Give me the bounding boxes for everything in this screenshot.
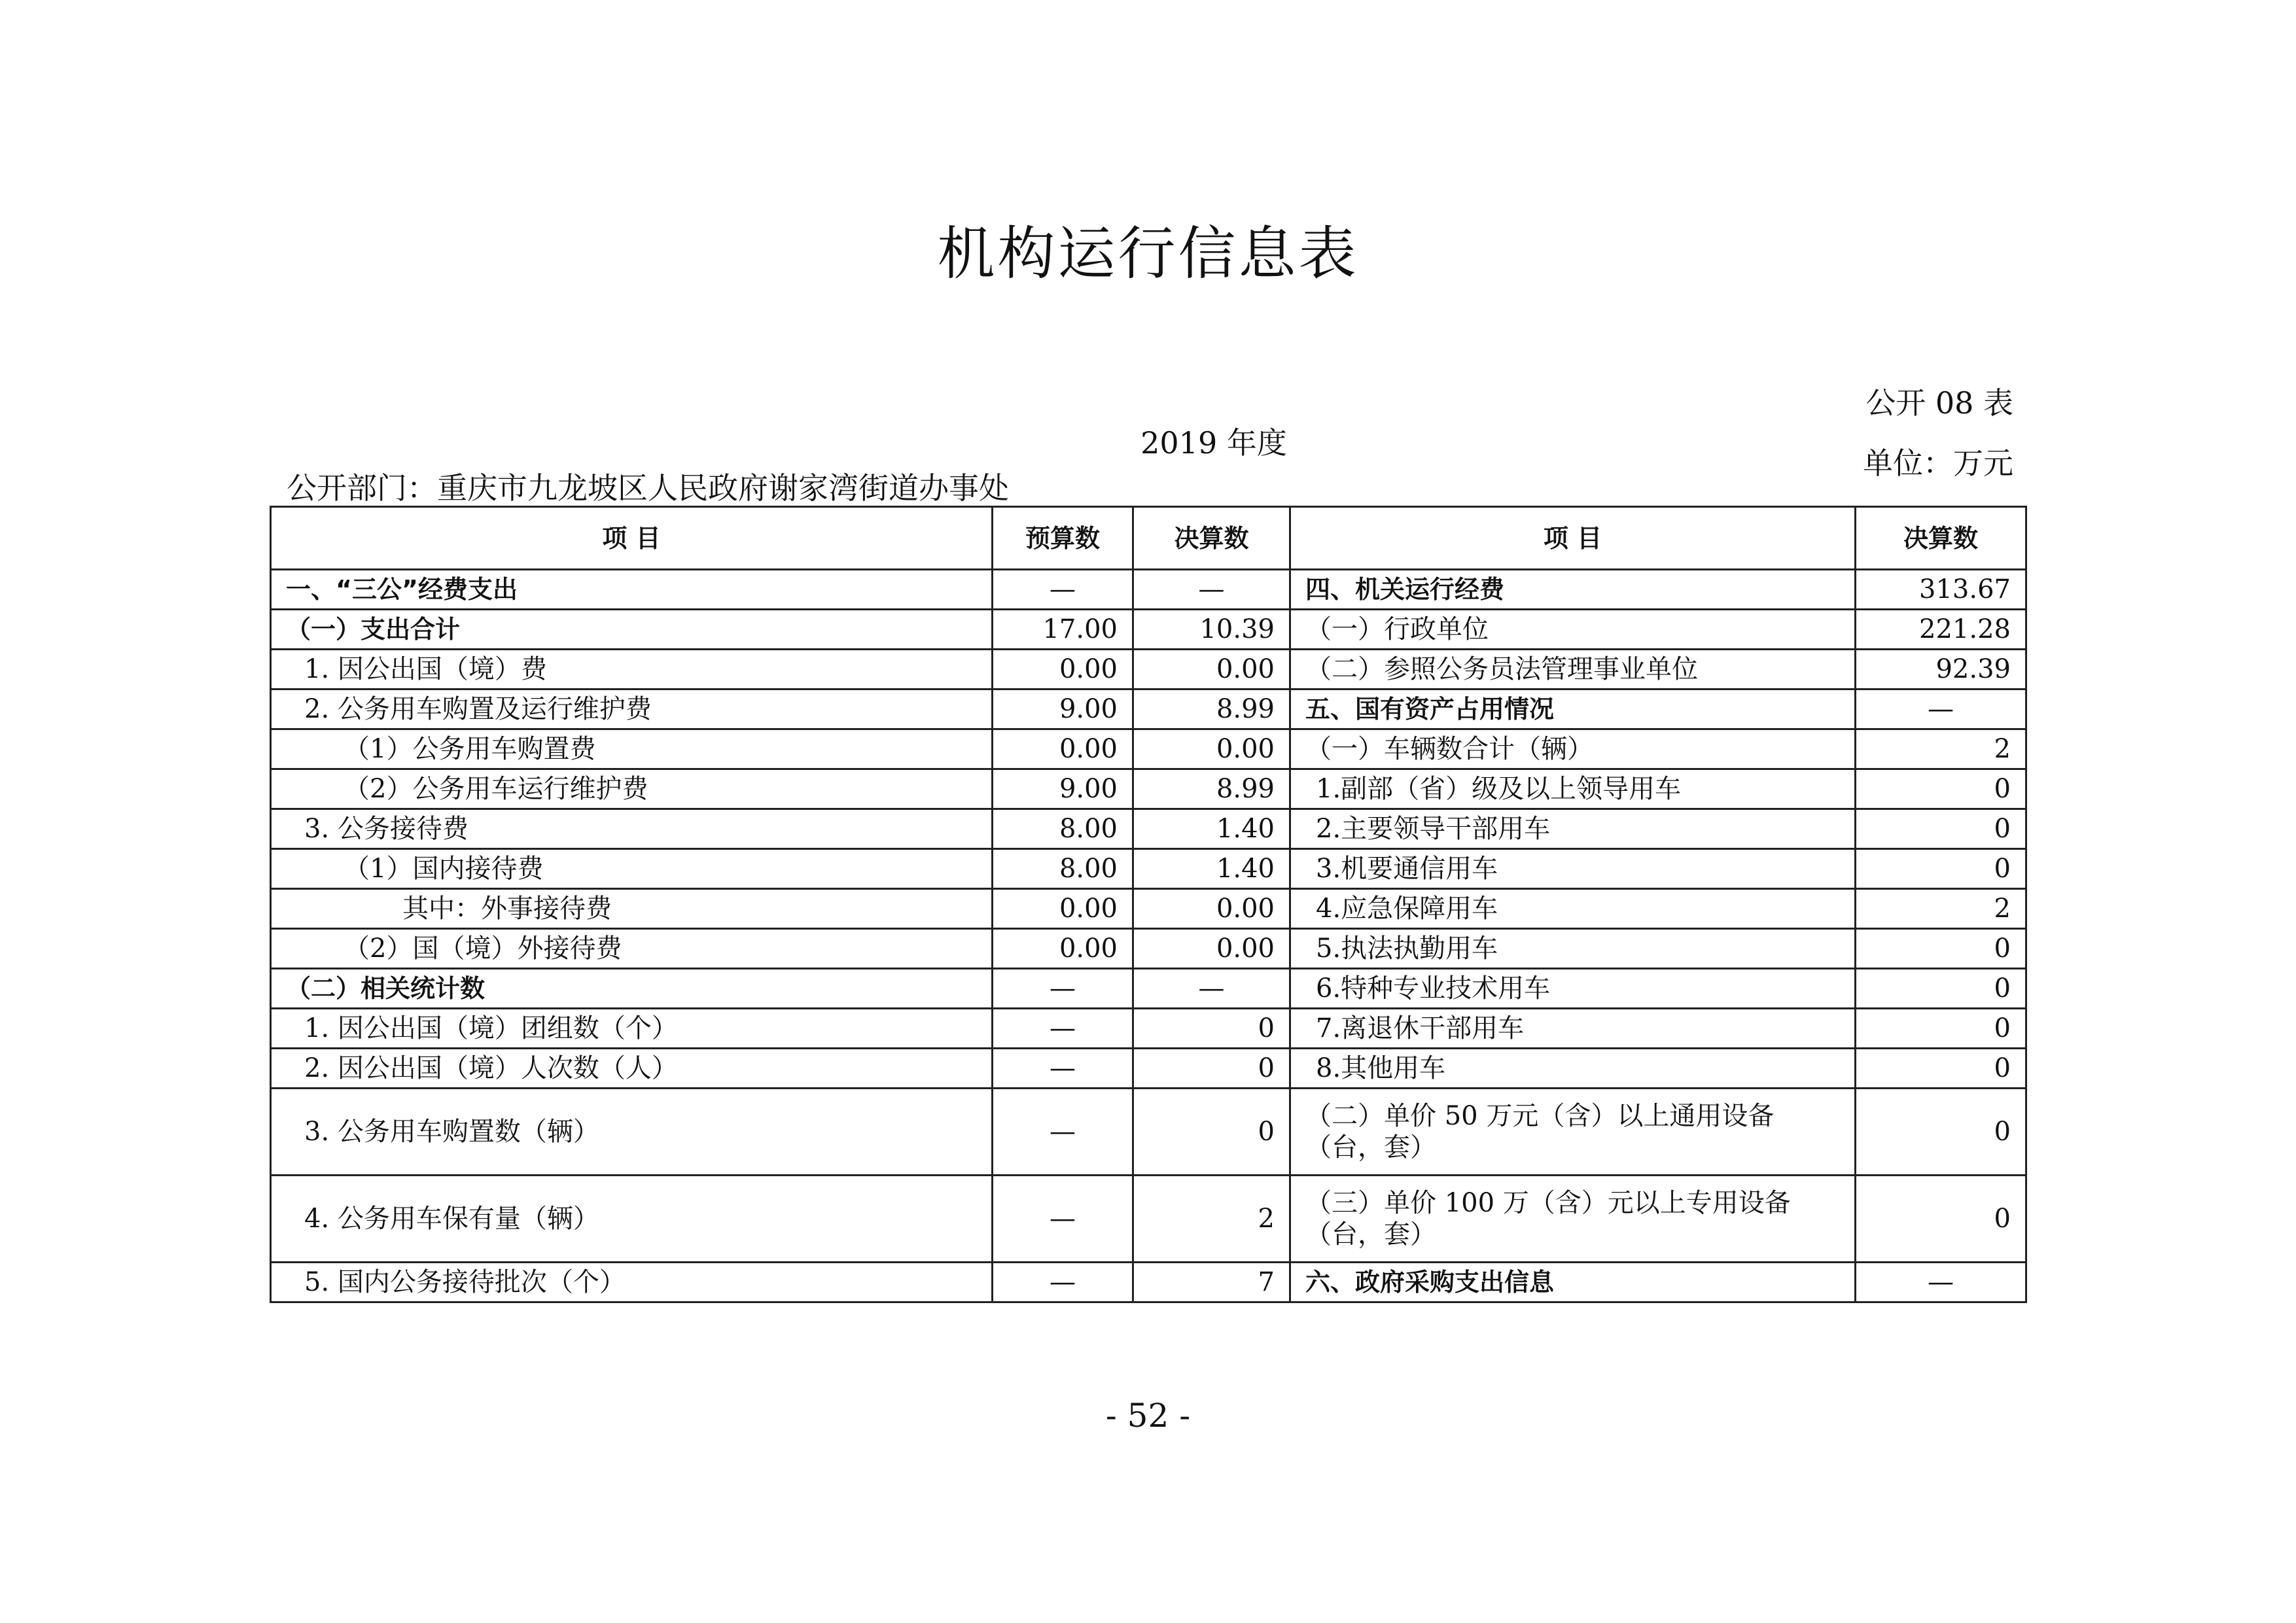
table-row [271,610,2026,650]
final-value-left: 0 [1133,1049,1290,1089]
header-budget: 预算数 [993,507,1133,570]
table-row [271,849,2026,889]
header-final-right: 决算数 [1856,507,2026,570]
final-value-right: 0 [1856,1176,2026,1263]
final-value-right: 0 [1856,769,2026,809]
left-item-label: 3. 公务用车购置数（辆） [271,1089,993,1176]
right-item-label: （三）单价 100 万（含）元以上专用设备（台，套） [1290,1176,1856,1263]
left-item-label: 1. 因公出国（境）团组数（个） [271,1009,993,1049]
right-item-label: 4.应急保障用车 [1290,889,1856,929]
table-row [271,729,2026,769]
final-value-right: 0 [1856,1009,2026,1049]
left-item-label: 3. 公务接待费 [271,809,993,849]
left-item-label: 5. 国内公务接待批次（个） [271,1263,993,1302]
budget-value: 9.00 [993,689,1133,729]
final-value-right: 221.28 [1856,610,2026,650]
final-value-left: 1.40 [1133,849,1290,889]
right-item-label: 8.其他用车 [1290,1049,1856,1089]
budget-value: 0.00 [993,650,1133,689]
final-value-left: — [1133,570,1290,610]
left-item-label: （一）支出合计 [271,610,993,650]
final-value-right: — [1856,1263,2026,1302]
table-row [271,809,2026,849]
header-item-left: 项 目 [271,507,993,570]
left-item-label: （2）国（境）外接待费 [271,929,993,969]
final-value-right: 92.39 [1856,650,2026,689]
final-value-left: 0.00 [1133,889,1290,929]
table-row [271,769,2026,809]
final-value-right: 0 [1856,809,2026,849]
page-title: 机构运行信息表 [937,220,1359,287]
page-number: - 52 - [1105,1397,1191,1435]
form-number: 公开 08 表 [1865,385,2013,421]
budget-value: — [993,1263,1133,1302]
final-value-left: 10.39 [1133,610,1290,650]
right-item-label: 6.特种专业技术用车 [1290,969,1856,1009]
right-item-label: 3.机要通信用车 [1290,849,1856,889]
year-label: 2019 年度 [1140,425,1287,461]
right-item-label: （二）单价 50 万元（含）以上通用设备（台，套） [1290,1089,1856,1176]
unit-label: 单位：万元 [1863,445,2013,481]
final-value-left: 0.00 [1133,650,1290,689]
table-row [271,889,2026,929]
table-row [271,1009,2026,1049]
budget-value: — [993,969,1133,1009]
final-value-left: 7 [1133,1263,1290,1302]
right-item-label: 1.副部（省）级及以上领导用车 [1290,769,1856,809]
final-value-left: 8.99 [1133,689,1290,729]
table-row [271,689,2026,729]
final-value-left: 1.40 [1133,809,1290,849]
table-header-row [271,507,2026,570]
right-item-label: 六、政府采购支出信息 [1290,1263,1856,1302]
right-item-label: （一）车辆数合计（辆） [1290,729,1856,769]
final-value-left: 8.99 [1133,769,1290,809]
left-item-label: （2）公务用车运行维护费 [271,769,993,809]
budget-value: 9.00 [993,769,1133,809]
left-item-label: 4. 公务用车保有量（辆） [271,1176,993,1263]
left-item-label: （二）相关统计数 [271,969,993,1009]
budget-value: 8.00 [993,809,1133,849]
table-row [271,1049,2026,1089]
left-item-label: （1）国内接待费 [271,849,993,889]
final-value-left: — [1133,969,1290,1009]
left-item-label: 1. 因公出国（境）费 [271,650,993,689]
budget-value: 0.00 [993,729,1133,769]
right-item-label: 四、机关运行经费 [1290,570,1856,610]
final-value-right: 0 [1856,969,2026,1009]
right-item-label: 五、国有资产占用情况 [1290,689,1856,729]
final-value-right: 0 [1856,929,2026,969]
table-row [271,969,2026,1009]
left-item-label: 一、“三公”经费支出 [271,570,993,610]
budget-value: — [993,570,1133,610]
budget-value: — [993,1176,1133,1263]
table-body [271,570,2026,1302]
final-value-left: 0 [1133,1089,1290,1176]
left-item-label: 2. 因公出国（境）人次数（人） [271,1049,993,1089]
budget-value: — [993,1049,1133,1089]
budget-value: 17.00 [993,610,1133,650]
table-row [271,929,2026,969]
final-value-left: 0.00 [1133,729,1290,769]
left-item-label: （1）公务用车购置费 [271,729,993,769]
table-row [271,1089,2026,1176]
right-item-label: 5.执法执勤用车 [1290,929,1856,969]
right-item-label: 2.主要领导干部用车 [1290,809,1856,849]
table-row [271,1176,2026,1263]
final-value-right: — [1856,689,2026,729]
budget-value: 8.00 [993,849,1133,889]
final-value-right: 313.67 [1856,570,2026,610]
final-value-left: 0 [1133,1009,1290,1049]
budget-value: 0.00 [993,889,1133,929]
operation-info-table [270,506,2027,1303]
final-value-right: 0 [1856,1089,2026,1176]
left-item-label: 其中：外事接待费 [271,889,993,929]
final-value-right: 0 [1856,849,2026,889]
budget-value: — [993,1089,1133,1176]
final-value-left: 0.00 [1133,929,1290,969]
right-item-label: （二）参照公务员法管理事业单位 [1290,650,1856,689]
final-value-right: 2 [1856,729,2026,769]
department-label: 公开部门：重庆市九龙坡区人民政府谢家湾街道办事处 [287,470,1009,506]
left-item-label: 2. 公务用车购置及运行维护费 [271,689,993,729]
header-item-right: 项 目 [1290,507,1856,570]
header-final-left: 决算数 [1133,507,1290,570]
final-value-right: 2 [1856,889,2026,929]
table-row [271,570,2026,610]
final-value-left: 2 [1133,1176,1290,1263]
budget-value: — [993,1009,1133,1049]
budget-value: 0.00 [993,929,1133,969]
table-row [271,650,2026,689]
final-value-right: 0 [1856,1049,2026,1089]
table-row [271,1263,2026,1302]
right-item-label: （一）行政单位 [1290,610,1856,650]
right-item-label: 7.离退休干部用车 [1290,1009,1856,1049]
